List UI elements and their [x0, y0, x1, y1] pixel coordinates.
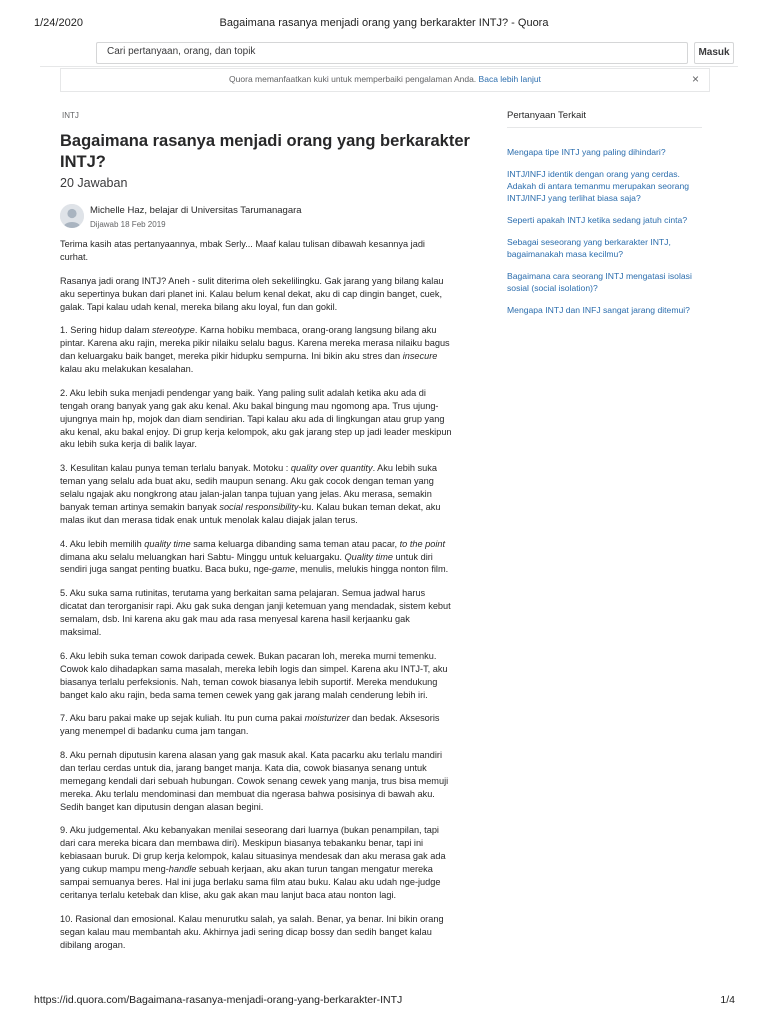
answer-text: . Karna hobiku membaca, orang-orang langsung bilang aku pintar. Karena aku rajin, mereka pikir nilaiku selalu bagus. Karena mereka merasa nilaiku bagus dan keluargaku baik banget, mereka pikir hidupku sempurna. Ini bikin aku stres dan — [60, 325, 450, 362]
answer-paragraph — [60, 913, 452, 952]
answer-paragraph — [60, 749, 452, 814]
answer-text: . Aku lebih suka teman yang selalu ada buat aku, sedih maupun senang. Aku gak cocok dengan teman yang selalu ngajak aku nongkrong atau jalan-jalan tanpa tujuan yang jelas. Aku merasa, semakin banyak teman artinya semakin banyak — [60, 463, 437, 512]
search-input[interactable]: Cari pertanyaan, orang, dan topik — [96, 42, 688, 64]
print-date: 1/24/2020 — [34, 17, 83, 29]
answer-paragraph — [60, 650, 452, 702]
answer-emphasis: game — [271, 564, 295, 575]
related-question-link[interactable]: Mengapa INTJ dan INFJ sangat jarang ditemui? — [507, 304, 690, 315]
answer-text: dan bedak. Aksesoris yang menempel di badanku cuma jam tangan. — [60, 713, 440, 737]
answer-paragraph — [60, 587, 452, 639]
answer-paragraph — [60, 462, 452, 527]
answer-emphasis: Quality time — [344, 551, 393, 562]
answer-date: Dijawab 18 Feb 2019 — [90, 220, 166, 229]
answer-paragraph — [60, 538, 452, 577]
answer-text: Rasanya jadi orang INTJ? Aneh - sulit diterima oleh sekelilingku. Gak jarang yang bilang kalau aku sepertinya bukan dari planet ini. Kalau belum kenal dekat, aku di cap dingin banget, cuek, galak. Tapi kalau udah kenal, mereka bilang aku loyal, fun dan gokil. — [60, 275, 444, 312]
answer-paragraph — [60, 275, 452, 314]
answer-paragraph — [60, 824, 452, 901]
answer-text: kalau aku melakukan kesalahan. — [60, 364, 194, 375]
answer-paragraph — [60, 712, 452, 738]
answer-emphasis: moisturizer — [304, 713, 350, 724]
cookie-banner — [60, 68, 710, 92]
related-question-link[interactable]: Sebagai seseorang yang berkarakter INTJ, bagaimanakah masa kecilmu? — [507, 237, 671, 259]
related-questions-sidebar — [507, 110, 707, 327]
answer-emphasis: insecure — [402, 351, 438, 362]
answer-text: sama keluarga dibanding sama teman atau pacar, — [190, 538, 400, 549]
top-bar — [40, 37, 738, 67]
answer-text: untuk diri sendiri juga sangat penting buatku. Baca buku, nge- — [60, 551, 433, 575]
cookie-read-more-link[interactable]: Baca lebih lanjut — [478, 74, 541, 84]
answer-emphasis: stereotype — [151, 325, 195, 336]
answer-text: Terima kasih atas pertanyaannya, mbak Serly... Maaf kalau tulisan dibawah kesannya jadi curhat. — [60, 239, 425, 262]
related-question-link[interactable]: Mengapa tipe INTJ yang paling dihindari? — [507, 147, 666, 157]
related-question-link[interactable]: INTJ/INFJ identik dengan orang yang cerdas. Adakah di antara temanmu merupakan seorang INTJ/INFJ yang terlihat biasa saja? — [507, 169, 690, 203]
close-icon[interactable]: × — [691, 72, 699, 86]
print-header — [0, 0, 768, 30]
answer-text: dimana aku selalu meluangkan hari Sabtu- Minggu untuk keluargaku. — [60, 551, 345, 562]
answer-text: 6. Aku lebih suka teman cowok daripada cewek. Bukan pacaran loh, mereka murni temenku. Cowok kalo dihadapkan sama masalah, mereka lebih logis dan simpel. Karena aku INTJ-T, aku biasanya terlalu perfeksionis. Nah, teman cowok biasanya lebih suportif. Mereka mendukung banget kalo aku rajin, beda sama temen cewek yang gak jarang malah cenderung lebih iri. — [60, 650, 448, 700]
answer-text: 3. Kesulitan kalau punya teman terlalu banyak. Motoku : — [60, 463, 291, 474]
login-button[interactable]: Masuk — [694, 42, 734, 64]
answer-text: sebuah kerjaan, aku akan turun tangan mengatur mereka sampai semuanya beres. Hal ini juga berlaku sama film atau buku. Kalau aku udah nge-judge ceritanya terlalu ketebak dan klise, aku gak akan mau lanjut baca atau nonton lagi. — [60, 864, 441, 900]
answer-text: 4. Aku lebih memilih — [60, 538, 145, 549]
answer-text: , menulis, melukis hingga nonton film. — [294, 564, 449, 575]
print-url: https://id.quora.com/Bagaimana-rasanya-menjadi-orang-yang-berkarakter-INTJ — [34, 994, 403, 1006]
user-avatar-icon[interactable] — [60, 204, 84, 228]
question-title: Bagaimana rasanya menjadi orang yang berkarakter INTJ? — [60, 132, 470, 171]
answer-paragraph — [60, 324, 452, 376]
answer-text: 8. Aku pernah diputusin karena alasan yang gak masuk akal. Kata pacarku aku terlalu mandiri dan terlau cerdas untuk dia, jarang banget manja. Kata dia, cowok biasanya senang untuk memegang kendali dari sebuah hubungan. Cowok senang cewek yang manja, trus bisa memuji mereka. Aku terlalu mendominasi dan membuat dia ngerasa bahwa posisinya di bawah aku. Sedih banget kan diputusin dengan alasan begini. — [60, 750, 449, 812]
print-page-title: Bagaimana rasanya menjadi orang yang berkarakter INTJ? - Quora — [219, 17, 549, 29]
topic-label[interactable]: INTJ — [62, 111, 79, 120]
answer-text: 7. Aku baru pakai make up sejak kuliah. Itu pun cuma pakai — [60, 713, 305, 724]
answer-text: -ku. Kalau bukan teman dekat, aku malas ikut dan merasa tidak enak untuk menolak kalau diajak jalan terus. — [60, 501, 441, 525]
answer-emphasis: quality time — [144, 538, 191, 549]
answer-emphasis: quality over quantity — [290, 463, 373, 474]
answer-body — [60, 238, 452, 962]
answer-emphasis: social responsibility — [219, 501, 299, 512]
answer-text: 9. Aku judgemental. Aku kebanyakan menilai seseorang dari luarnya (bukan penampilan, tapi dari cara mereka bicara dan membawa diri). Meskipun biasanya tebakanku benar, tapi ini kebiasaan buruk. Di grup kerja kelompok, kalau situasinya mendesak dan aku merasa gak ada yang cukup mampu meng- — [60, 825, 446, 875]
related-question-link[interactable]: Seperti apakah INTJ ketika sedang jatuh cinta? — [507, 214, 688, 225]
print-page-number: 1/4 — [720, 994, 735, 1006]
answer-text: 1. Sering hidup dalam — [60, 325, 152, 336]
related-questions-heading: Pertanyaan Terkait — [507, 110, 702, 128]
answer-count: 20 Jawaban — [60, 176, 128, 190]
related-question-link[interactable]: Bagaimana cara seorang INTJ mengatasi isolasi sosial (social isolation)? — [507, 270, 692, 293]
answer-text: 10. Rasional dan emosional. Kalau menurutku salah, ya salah. Benar, ya benar. Ini bikin orang segan kalau mau membantah aku. Akhirnya jadi sering dicap bossy dan sedih banget kalau dibilang arogan. — [60, 913, 444, 950]
answer-paragraph — [60, 238, 452, 264]
answer-text: 2. Aku lebih suka menjadi pendengar yang baik. Yang paling sulit adalah ketika aku ada di tengah orang banyak yang gak aku kenal. Aku bakal bingung mau ngomong apa. Trus ujung-ujungnya main hp, mojok dan diam sendirian. Tapi kalau aku ada di lingkungan atau grup yang aku kenal, aku bakal enjoy. Di grup kerja kelompok, aku gak jarang step up jadi leader meskipun aku lebih suka kerja di balik layar. — [60, 387, 452, 450]
answer-paragraph — [60, 387, 452, 452]
answer-emphasis: handle — [168, 864, 197, 875]
answer-author[interactable]: Michelle Haz, belajar di Universitas Tarumanagara — [90, 205, 302, 216]
answer-text: 5. Aku suka sama rutinitas, terutama yang berkaitan sama pelajaran. Semua jadwal harus dicatat dan terorganisir rapi. Aku gak suka dengan janji ketemuan yang mendadak, sistem kebut semalam, dsb. Ini karena aku gak mau ada rasa menyesal karena hasil kerjaanku gak maksimal. — [60, 588, 451, 637]
answer-emphasis: to the point — [399, 538, 446, 549]
related-questions-list — [507, 147, 707, 317]
cookie-text: Quora memanfaatkan kuki untuk memperbaiki pengalaman Anda. — [229, 74, 477, 84]
